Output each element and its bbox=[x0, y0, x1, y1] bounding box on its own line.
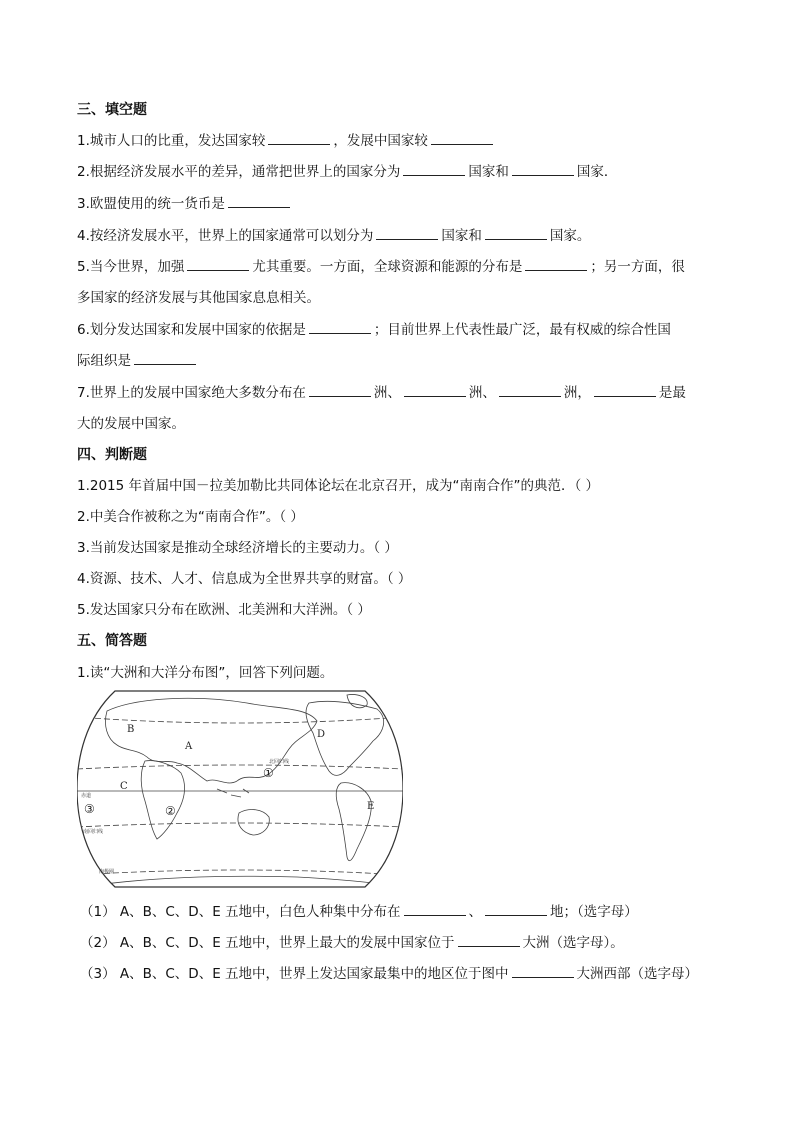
sub1-text-b: 、 bbox=[468, 904, 483, 920]
judge-item: 4.资源、技术、人才、信息成为全世界共享的财富。（ ） bbox=[77, 571, 412, 587]
section-title-judge: 四、判断题 bbox=[77, 447, 147, 463]
section-title-short: 五、简答题 bbox=[77, 633, 147, 649]
q7-text-c: 洲、 bbox=[468, 385, 496, 401]
short-sub-question-3 bbox=[80, 964, 698, 984]
answer-blank[interactable] bbox=[134, 352, 196, 365]
q3-text-a: 3.欧盟使用的统一货币是 bbox=[77, 196, 225, 212]
map-letter-a: A bbox=[185, 741, 193, 752]
q4-text-c: 国家。 bbox=[549, 228, 591, 244]
sub1-text-a: （1） A、B、C、D、E 五地中，白色人种集中分布在 bbox=[80, 904, 401, 920]
eurasia-outline bbox=[105, 698, 317, 783]
fill-question-2 bbox=[77, 162, 728, 182]
sub2-text-a: （2） A、B、C、D、E 五地中，世界上最大的发展中国家位于 bbox=[80, 935, 455, 951]
map-label-equator: 赤道 bbox=[81, 793, 92, 799]
world-map bbox=[77, 689, 403, 889]
map-marker-1: ① bbox=[263, 766, 274, 780]
map-letter-b: B bbox=[127, 724, 135, 735]
short-question-1-intro: 1.读“大洲和大洋分布图”，回答下列问题。 bbox=[77, 665, 334, 681]
q7-text-b: 洲、 bbox=[373, 385, 401, 401]
australia-outline bbox=[238, 810, 269, 835]
fill-question-5-cont: 多国家的经济发展与其他国家息息相关。 bbox=[77, 290, 320, 306]
q4-text-a: 4.按经济发展水平，世界上的国家通常可以划分为 bbox=[77, 228, 374, 244]
answer-blank[interactable] bbox=[499, 384, 561, 397]
map-letter-e: E bbox=[367, 801, 375, 812]
sub2-text-b: 大洲（选字母）。 bbox=[522, 935, 624, 951]
fill-question-6 bbox=[77, 320, 728, 340]
answer-blank[interactable] bbox=[485, 227, 547, 240]
answer-blank[interactable] bbox=[512, 965, 574, 978]
answer-blank[interactable] bbox=[404, 384, 466, 397]
q7-text-e: 是最 bbox=[658, 385, 686, 401]
q5-text-a: 5.当今世界，加强 bbox=[77, 259, 185, 275]
answer-blank[interactable] bbox=[594, 384, 656, 397]
q1-text-b: ，发展中国家较 bbox=[333, 133, 428, 149]
sub1-text-c: 地；（选字母） bbox=[550, 904, 638, 920]
africa-outline bbox=[141, 761, 184, 839]
judge-item: 3.当前发达国家是推动全球经济增长的主要动力。（ ） bbox=[77, 540, 398, 556]
short-sub-question-2 bbox=[80, 933, 624, 953]
south-america-outline bbox=[336, 783, 371, 861]
answer-blank[interactable] bbox=[404, 903, 466, 916]
q6-text-c: 际组织是 bbox=[77, 353, 131, 369]
section-title-fill: 三、填空题 bbox=[77, 102, 147, 118]
answer-blank[interactable] bbox=[187, 258, 249, 271]
judge-item: 5.发达国家只分布在欧洲、北美洲和大洋洲。（ ） bbox=[77, 602, 371, 618]
answer-blank[interactable] bbox=[228, 195, 290, 208]
fill-question-4 bbox=[77, 226, 728, 246]
answer-blank[interactable] bbox=[458, 934, 520, 947]
q1-text-a: 1.城市人口的比重，发达国家较 bbox=[77, 133, 266, 149]
antarctica-outline bbox=[97, 876, 403, 887]
q2-text-a: 2.根据经济发展水平的差异，通常把世界上的国家分为 bbox=[77, 164, 401, 180]
q7-text-d: 洲， bbox=[563, 385, 591, 401]
answer-blank[interactable] bbox=[376, 227, 438, 240]
answer-blank[interactable] bbox=[309, 384, 371, 397]
q4-text-b: 国家和 bbox=[441, 228, 482, 244]
answer-blank[interactable] bbox=[431, 132, 493, 145]
judge-item: 1.2015 年首届中国－拉美加勒比共同体论坛在北京召开，成为“南南合作”的典范．（ ） bbox=[77, 478, 600, 494]
q7-text-a: 7.世界上的发展中国家绝大多数分布在 bbox=[77, 385, 306, 401]
sub3-text-a: （3） A、B、C、D、E 五地中，世界上发达国家最集中的地区位于图中 bbox=[80, 966, 509, 982]
fill-question-1 bbox=[77, 131, 728, 151]
fill-question-3 bbox=[77, 194, 728, 214]
arctic-circle-line bbox=[77, 717, 403, 723]
answer-blank[interactable] bbox=[525, 258, 587, 271]
map-marker-2: ② bbox=[165, 804, 176, 818]
answer-blank[interactable] bbox=[403, 163, 465, 176]
sub3-text-b: 大洲西部（选字母） bbox=[576, 966, 699, 982]
q6-text-a: 6.划分发达国家和发展中国家的依据是 bbox=[77, 322, 306, 338]
map-letter-d: D bbox=[317, 729, 326, 740]
map-label-tropic-cancer: 北回归线 bbox=[269, 759, 290, 765]
map-letter-c: C bbox=[120, 781, 128, 792]
answer-blank[interactable] bbox=[485, 903, 547, 916]
map-marker-3: ③ bbox=[84, 802, 95, 816]
antarctic-circle-line bbox=[77, 870, 403, 875]
fill-question-7 bbox=[77, 383, 728, 403]
fill-question-5 bbox=[77, 257, 728, 277]
q6-text-b: ；目前世界上代表性最广泛，最有权威的综合性国 bbox=[373, 322, 671, 338]
tropic-of-cancer-line bbox=[77, 765, 403, 769]
short-sub-question-1 bbox=[80, 902, 638, 922]
answer-blank[interactable] bbox=[309, 321, 371, 334]
fill-question-6-cont bbox=[77, 351, 728, 371]
answer-blank[interactable] bbox=[268, 132, 330, 145]
q2-text-c: 国家． bbox=[576, 164, 618, 180]
answer-blank[interactable] bbox=[512, 163, 574, 176]
q5-text-c: ；另一方面，很 bbox=[590, 259, 685, 275]
map-label-tropic-capricorn: 南回归线 bbox=[83, 829, 104, 835]
map-label-antarctic: 南极圈 bbox=[99, 869, 115, 875]
islands-outline bbox=[217, 789, 249, 797]
judge-item: 2.中美合作被称之为“南南合作”。（ ） bbox=[77, 509, 304, 525]
q2-text-b: 国家和 bbox=[468, 164, 509, 180]
q5-text-b: 尤其重要。一方面，全球资源和能源的分布是 bbox=[252, 259, 523, 275]
fill-question-7-cont: 大的发展中国家。 bbox=[77, 416, 185, 432]
